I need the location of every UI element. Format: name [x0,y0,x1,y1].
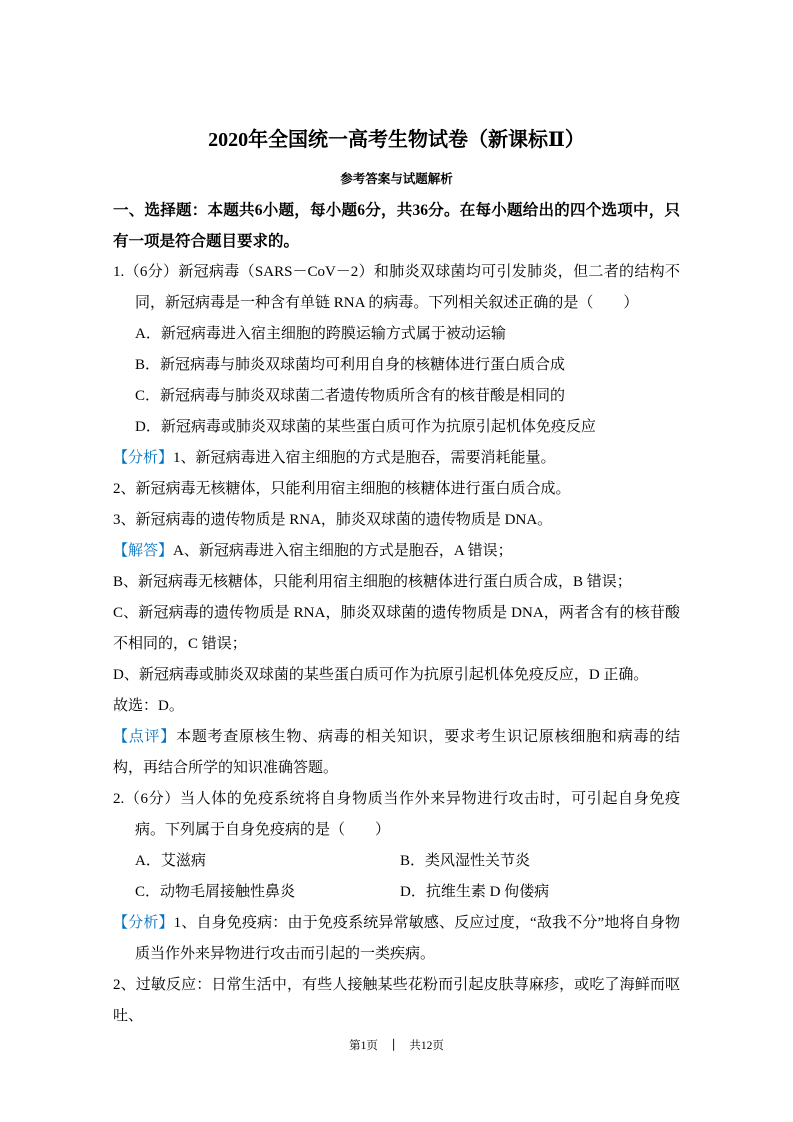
answer-label: 【解答】 [113,543,174,559]
question-1-answer-b: B、新冠病毒无核糖体，只能利用宿主细胞的核糖体进行蛋白质合成，B 错误； [113,574,632,590]
document-subtitle: 参考答案与试题解析 [340,172,453,186]
question-1-comment [113,722,680,784]
question-2-option-d: D．抗维生素 D 佝偻病 [400,884,550,900]
question-2-option-c: C．动物毛屑接触性鼻炎 [135,884,296,900]
question-1-option-a: A．新冠病毒进入宿主细胞的跨膜运输方式属于被动运输 [135,326,506,342]
question-1-answer-c: C、新冠病毒的遗传物质是 RNA，肺炎双球菌的遗传物质是 DNA，两者含有的核苷酸不相同的，C 错误； [113,605,680,652]
question-1-option-c: C．新冠病毒与肺炎双球菌二者遗传物质所含有的核苷酸是相同的 [135,388,566,404]
answer-text: A、新冠病毒进入宿主细胞的方式是胞吞，A 错误； [173,543,513,559]
question-1-option-b: B．新冠病毒与肺炎双球菌均可利用自身的核糖体进行蛋白质合成 [135,357,566,373]
analysis-label: 【分析】 [113,915,174,931]
question-1-answer-conclusion: 故选：D。 [113,698,184,714]
question-1-option-d: D．新冠病毒或肺炎双球菌的某些蛋白质可作为抗原引起机体免疫反应 [135,419,596,435]
question-1-answer-a [113,536,680,567]
footer-total-pages: 共12页 [409,1040,444,1052]
footer-separator: ｜ [387,1040,400,1052]
analysis-text: 1、新冠病毒进入宿主细胞的方式是胞吞，需要消耗能量。 [173,450,556,466]
analysis-text: 1、自身免疫病：由于免疫系统异常敏感、反应过度，“敌我不分”地将自身物质当作外来异物进行攻击而引起的一类疾病。 [135,915,680,962]
comment-label: 【点评】 [113,729,177,745]
question-2-option-a: A．艾滋病 [135,853,206,869]
analysis-label: 【分析】 [113,450,174,466]
page-footer [0,1036,793,1056]
page-title: 2020年全国统一高考生物试卷（新课标Ⅱ） [208,129,585,151]
question-2-analysis-2: 2、过敏反应：日常生活中，有些人接触某些花粉而引起皮肤荨麻疹，或吃了海鲜而呕吐、 [113,977,680,1024]
question-1-analysis-3: 3、新冠病毒的遗传物质是 RNA，肺炎双球菌的遗传物质是 DNA。 [113,512,553,528]
question-1-analysis-2: 2、新冠病毒无核糖体，只能利用宿主细胞的核糖体进行蛋白质合成。 [113,481,571,497]
question-2-option-b: B．类风湿性关节炎 [400,853,531,869]
section-heading: 一、选择题：本题共6小题，每小题6分，共36分。在每小题给出的四个选项中，只有一项是符合题目要求的。 [113,202,680,250]
question-2-stem: 2.（6分）当人体的免疫系统将自身物质当作外来异物进行攻击时，可引起自身免疫病。下列属于自身免疫病的是（ ） [113,791,680,838]
question-2-analysis-1 [113,908,680,970]
footer-page-number: 第1页 [349,1040,378,1052]
question-2-options [113,846,680,908]
question-1-stem: 1.（6分）新冠病毒（SARS－CoV－2）和肺炎双球菌均可引发肺炎，但二者的结构不同，新冠病毒是一种含有单链 RNA 的病毒。下列相关叙述正确的是（ ） [113,264,680,311]
question-1-analysis-1 [113,443,680,474]
question-1-answer-d: D、新冠病毒或肺炎双球菌的某些蛋白质可作为抗原引起机体免疫反应，D 正确。 [113,667,649,683]
comment-text: 本题考查原核生物、病毒的相关知识，要求考生识记原核细胞和病毒的结构，再结合所学的知识准确答题。 [113,729,680,776]
